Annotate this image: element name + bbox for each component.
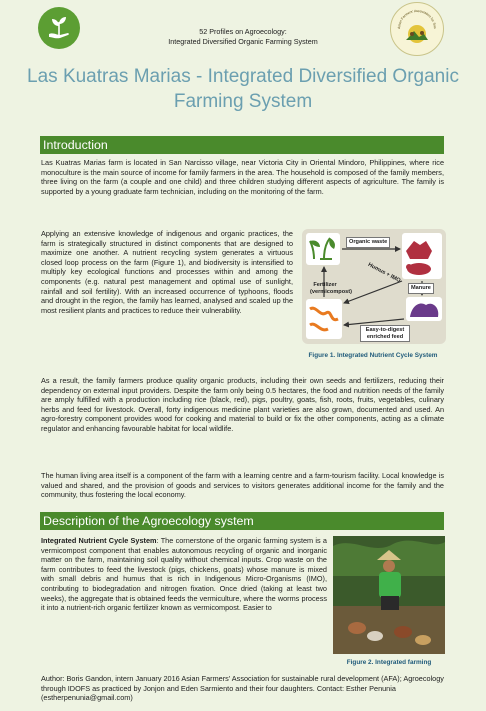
agroecology-lead: Integrated Nutrient Cycle System (41, 536, 157, 545)
figure-2-caption: Figure 2. Integrated farming (346, 659, 432, 666)
label-organic-waste: Organic waste (346, 237, 390, 248)
label-humus-imo: Humus + IMO (366, 261, 402, 285)
section-heading-introduction: Introduction (40, 136, 444, 154)
series-title (120, 27, 366, 47)
page-header (0, 0, 486, 60)
intro-paragraph-1: Las Kuatras Marias farm is located in San Narcisso village, near Victoria City in Oriental Mindoro, Philippines, where rice monoculture is the main source of income for family farmers in the area. The household is composed of the family members, three living on the farm (a couple and one child) and three children studying different aspects of agriculture. The family is supported by a young graduate farm technician, including on the monitoring of the farm. (41, 158, 444, 196)
farmer-photo (333, 536, 445, 654)
series-line-1: 52 Profiles on Agroecology: (199, 27, 287, 36)
afa-logo-text: Asian Farmers' Association for Sus (396, 8, 438, 30)
label-fertilizer: Fertilizer (vermicompost) (310, 282, 352, 295)
label-manure: Manure (408, 283, 434, 294)
afa-logo (390, 2, 444, 56)
figure-1-caption: Figure 1. Integrated Nutrient Cycle System (308, 352, 438, 359)
label-enriched-feed: Easy-to-digest enriched feed (360, 325, 410, 342)
intro-paragraph-4: The human living area itself is a component of the farm with a learning centre and a farm-tourism facility. Local knowledge is valued and shared, and the provision of goods and services to visitors generates additional income for the family and the community, thus fostering the local economy. (41, 471, 444, 500)
series-line-2: Integrated Diversified Organic Farming System (168, 37, 318, 46)
figure-integrated-farming-photo (333, 536, 445, 654)
page-title: Las Kuatras Marias - Integrated Diversified Organic Farming System (27, 66, 459, 112)
seedling-hand-logo (38, 7, 80, 49)
agroecology-body: : The cornerstone of the organic farming system is a vermicompost component that enables autonomous recycling of organic and inorganic matter on the farm, maintaining soil quality without chemical inputs. Crop waste on the farm contributes to feed the livestock (pigs, chickens, goats) whose manure is mixed with small debris and humus that is rich in Indigenous Micro-Organisms (IMO), contributing to biodegradation and nitrogen fixation. Once dried (taking at least two weeks), the aggregate that is obtained feeds the vermiculture, where the worms process it into a nutrient-rich organic fertilizer known as vermicompost. Easier to (41, 536, 327, 613)
section-heading-agroecology: Description of the Agroecology system (40, 512, 444, 530)
intro-paragraph-2: Applying an extensive knowledge of indigenous and organic practices, the farm is strategically structured in distinct components that are designed to maximize one another. A nutrient recycling system generates a virtuous closed loop process on the farm (Figure 1), and biodiversity is intensified to multiply key ecological functions and processes within and among the components (e.g. natural pest management and optimal use of sunlight, rainfall and soil fertility). With an increased occurrence of typhoons, floods and drought in the region, the family has learned, analysed and scaled up the most resilient plants and practices to reduce their vulnerability. (41, 229, 293, 315)
figure-nutrient-cycle (302, 229, 446, 344)
author-footer: Author: Boris Gandon, intern January 2016 Asian Farmers' Association for sustainable rural development (AFA); Agroecology through IDOFS as practiced by Jonjon and Eden Sarmiento and their four daughters. Contact: Esther Penunia (estherpenunia@gmail.com) (41, 674, 444, 703)
intro-paragraph-3: As a result, the family farmers produce quality organic products, including their own seeds and fertilizers, reducing their dependency on external input providers. Despite the farm only being 0.5 hectares, the food and nutrition needs of the family are amply fulfilled with a production including rice (black, red), pigs, poultry, goats, fish, roots, fruits, vegetables, culinary herbs and feed for livestock. Overall, forty indigenous medicine plant varieties are also grown, documented and used. An agro-forestry component provides wood for cooking and material to build or fix the other components, acting as a climate regulator and enhancing favourable habitat for local wildlife. (41, 376, 444, 433)
agroecology-paragraph (41, 536, 327, 613)
